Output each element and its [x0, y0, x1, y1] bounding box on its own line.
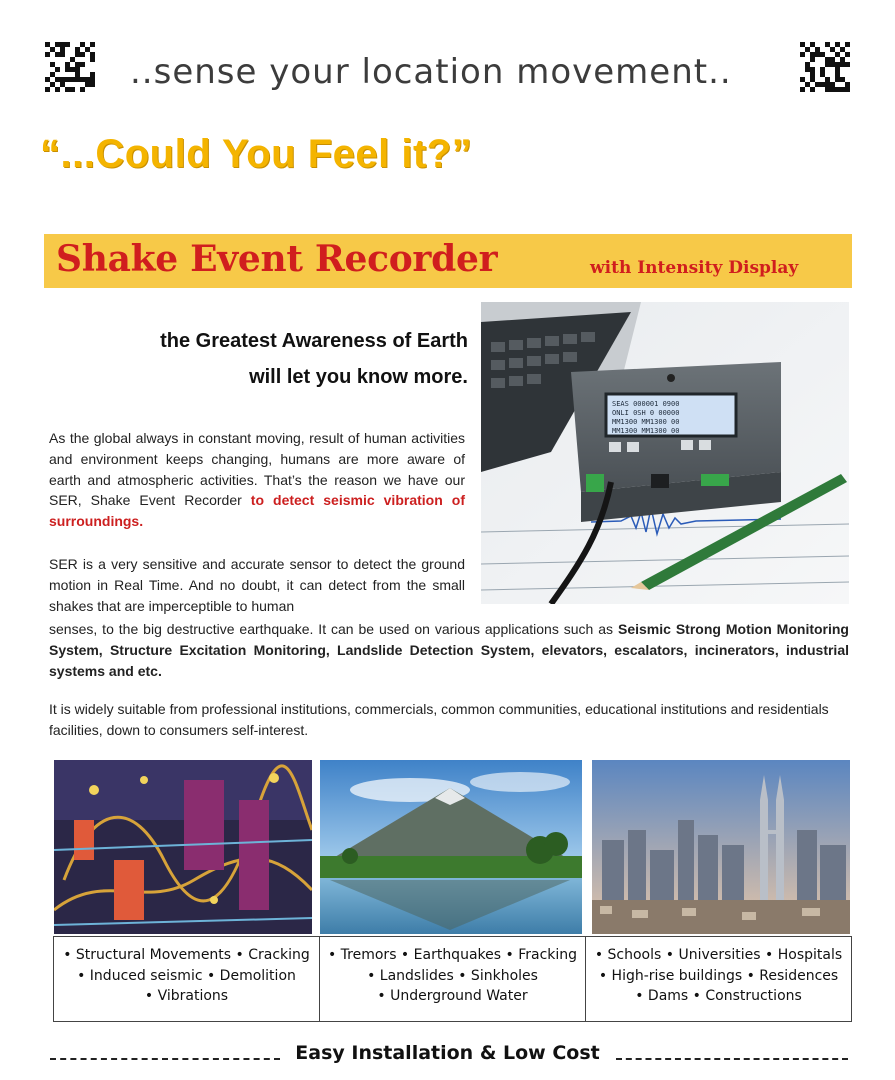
lcd-line-2: ONLI 0SH 0 00000: [612, 409, 680, 417]
intro-line-1: the Greatest Awareness of Earth: [160, 330, 468, 352]
banner-title: Shake Event Recorder: [56, 238, 498, 280]
caption-line: • Induced seismic • Demolition: [77, 967, 296, 984]
paragraph-2-text: senses, to the big destructive earthquake. It can be used on various applications such as: [49, 621, 618, 637]
paragraph-1-text: As the global always in constant moving, result of human activities and environment keeps changing, humans are more aware of earth and atmospheric activities. That’s the reason we have our SER, Shake Event Recorder: [49, 430, 465, 509]
caption-line: • Structural Movements • Cracking: [63, 947, 310, 963]
paragraph-3: It is widely suitable from professional institutions, commercials, common communities, educational institutions and residentials facilities, down to consumers self-interest.: [49, 701, 829, 738]
captions-table: [53, 936, 852, 1022]
lcd-line-4: MM1300 MM1300 00: [612, 427, 680, 435]
lcd-line-3: MM1300 MM1300 00: [612, 418, 680, 426]
volcano-illustration: [320, 760, 582, 934]
footer-slogan: Easy Installation & Low Cost: [295, 1042, 600, 1064]
caption-line: • Underground Water: [377, 988, 528, 1004]
caption-cell-structures: [54, 937, 320, 1021]
caption-line: • Dams • Constructions: [635, 988, 802, 1004]
paragraph-2-bold: Seismic Strong Motion Monitoring System, Structure Excitation Monitoring, Landslide Detection System, elevators, escalators, incinerators, industrial systems and etc.: [49, 621, 849, 679]
caption-line: • Vibrations: [144, 988, 229, 1004]
caption-line: • High-rise buildings • Residences: [598, 967, 839, 984]
product-photo: [481, 302, 849, 604]
caption-cell-facilities: [586, 937, 851, 1021]
photo-volcano: [320, 760, 582, 934]
caption-line: • Schools • Universities • Hospitals: [594, 947, 843, 963]
photo-theme-park: [54, 760, 312, 934]
lcd-line-1: SEAS 000001 0900: [612, 400, 680, 408]
banner-subtitle: with Intensity Display: [590, 258, 799, 278]
caption-line: • Landslides • Sinkholes: [367, 967, 538, 984]
qr-module: [90, 87, 95, 92]
intro-line-2: will let you know more.: [249, 366, 468, 388]
qr-code-left: [45, 42, 95, 92]
headline: “...Could You Feel it?”: [40, 132, 473, 176]
paragraph-2-part-1: SER is a very sensitive and accurate sensor to detect the ground motion in Real Time. And no doubt, it can detect from the small shakes that are imperceptible to human: [49, 556, 465, 614]
tagline: ..sense your location movement..: [130, 52, 732, 92]
city-skyline-illustration: [592, 760, 850, 934]
caption-line: • Tremors • Earthquakes • Fracking: [327, 947, 578, 963]
qr-code-right: [800, 42, 850, 92]
theme-park-illustration: [54, 760, 312, 934]
product-photo-illustration: [481, 302, 849, 604]
caption-cell-natural: [320, 937, 586, 1021]
paragraph-2-part-2: [49, 619, 849, 681]
footer-divider-right: [616, 1058, 848, 1060]
paragraph-1-highlight: to detect seismic vibration of surroundings.: [49, 492, 465, 530]
qr-module: [845, 87, 850, 92]
photo-city-skyline: [592, 760, 850, 934]
paragraph-1: [49, 428, 465, 532]
